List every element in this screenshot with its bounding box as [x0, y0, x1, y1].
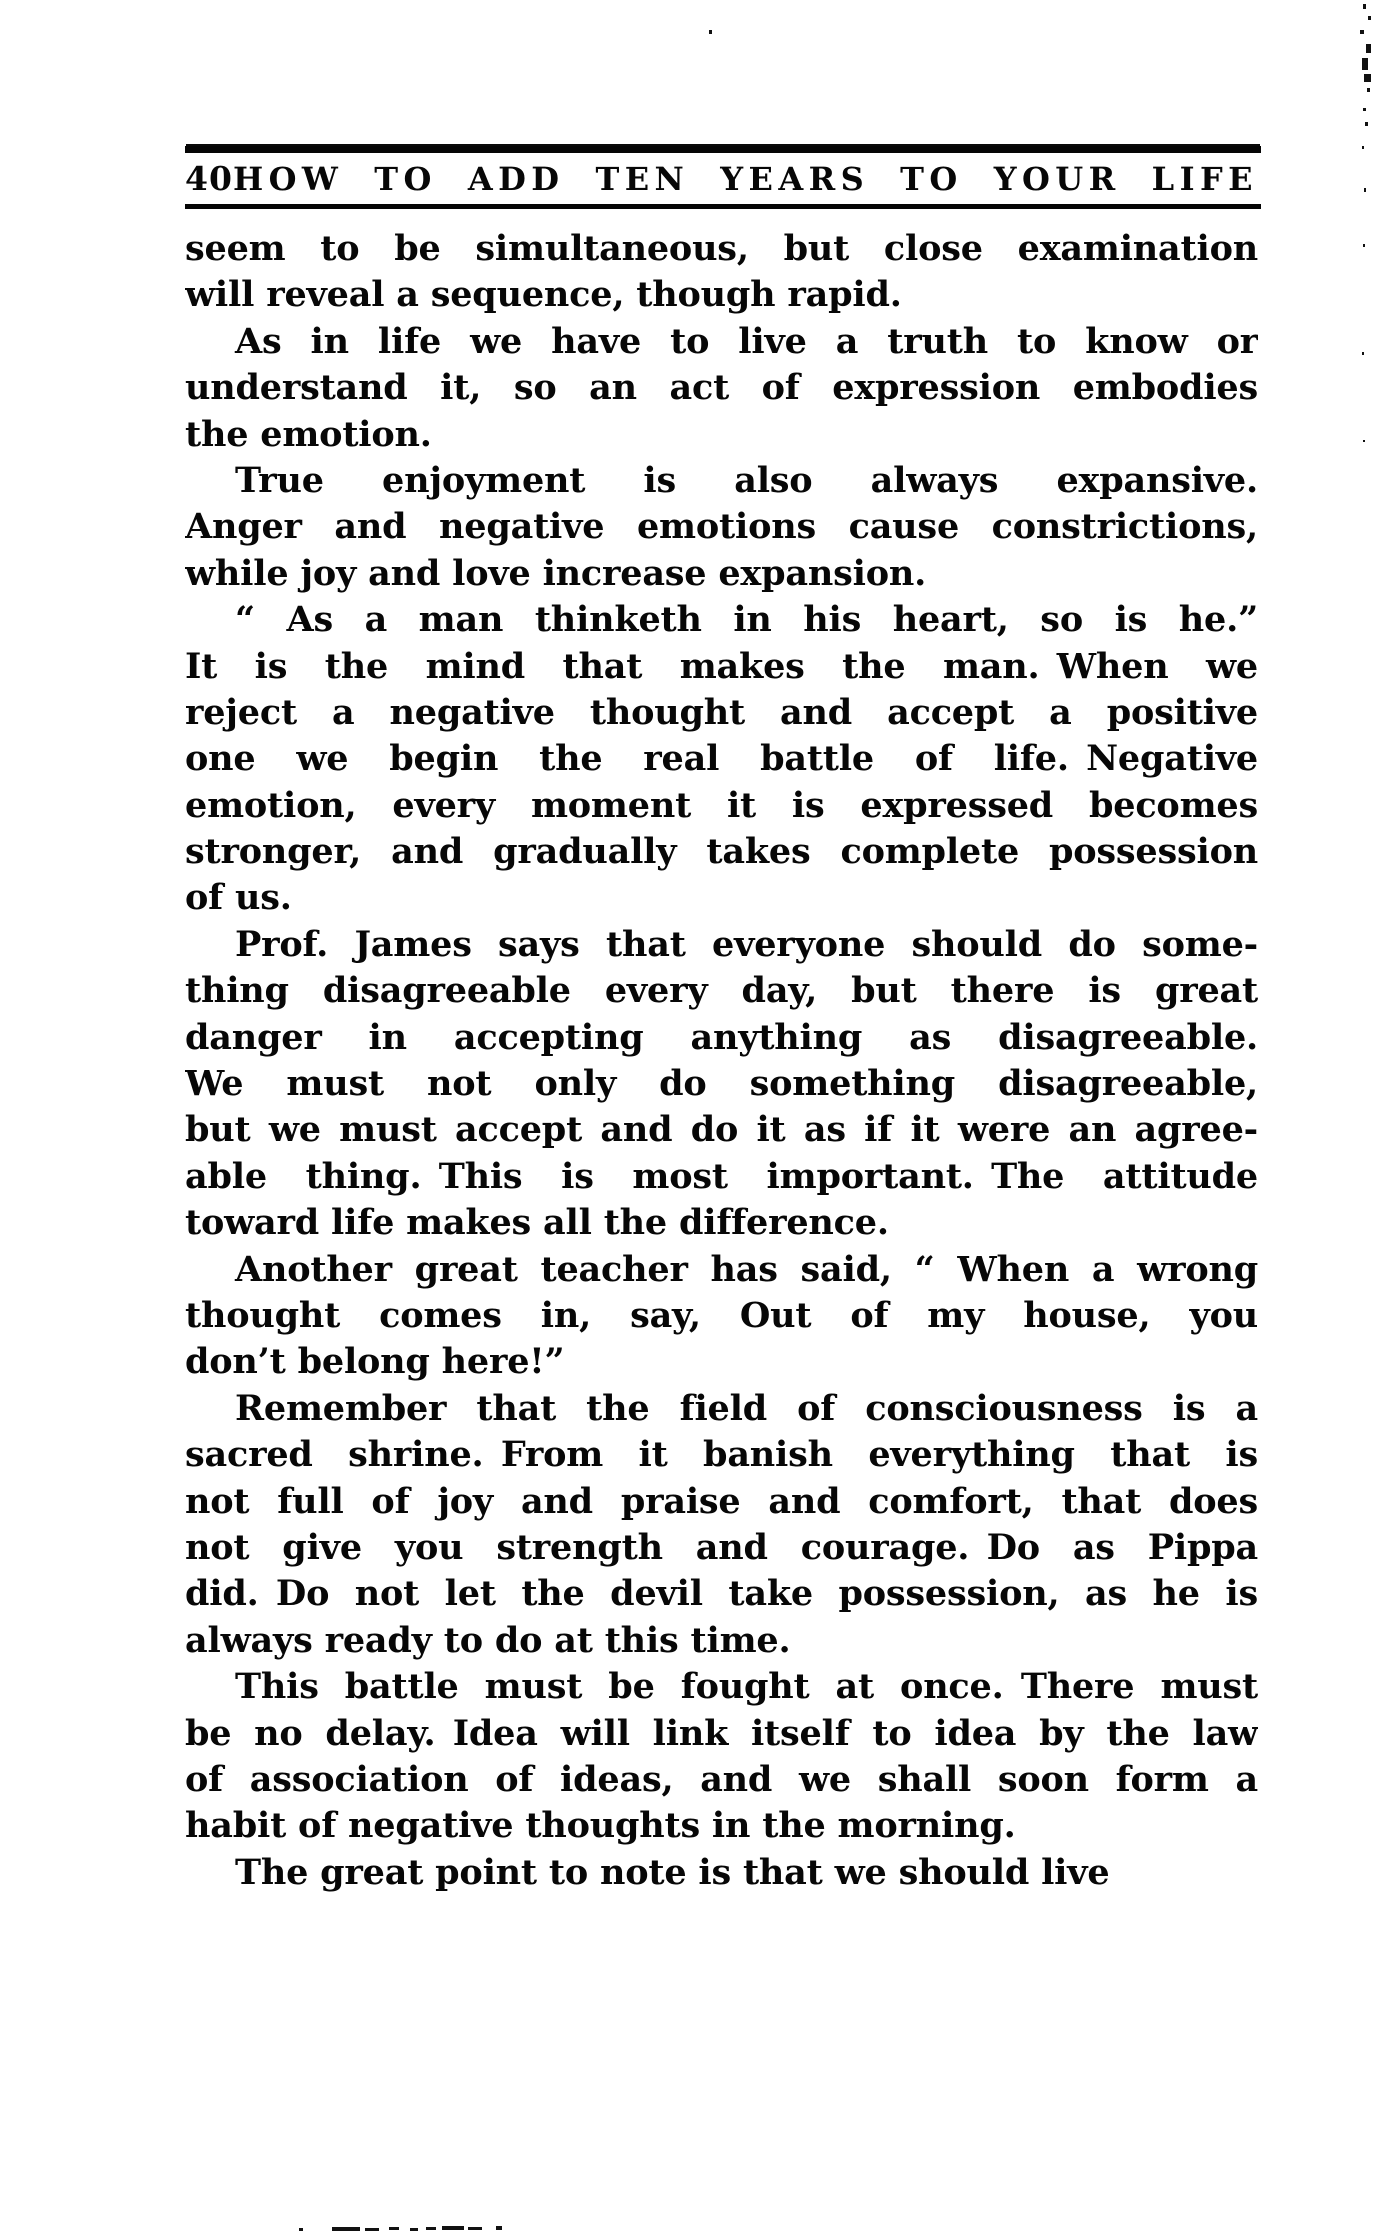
header-rule-bottom	[185, 204, 1261, 209]
scan-dash	[442, 2226, 464, 2230]
scan-speck	[1363, 244, 1365, 247]
text-line: be no delay. Idea will link itself to idea by the law	[185, 1712, 1258, 1754]
scan-dash	[426, 2227, 436, 2230]
text-line: while joy and love increase expansion.	[185, 552, 927, 594]
text-line: one we begin the real battle of life. Negative	[185, 738, 1258, 780]
scan-dash	[389, 2227, 399, 2230]
text-line: Prof. James says that everyone should do some-	[235, 923, 1258, 965]
text-line: habit of negative thoughts in the morning.	[185, 1805, 1016, 1847]
text-line: sacred shrine. From it banish everything that is	[185, 1434, 1258, 1476]
page-text	[185, 226, 1258, 1896]
scan-dash	[299, 2228, 303, 2231]
scan-speck	[1363, 108, 1366, 111]
scan-dash	[468, 2227, 482, 2230]
scan-speck	[1363, 440, 1365, 442]
scan-speck	[1362, 58, 1368, 70]
text-line: It is the mind that makes the man. When we	[185, 645, 1258, 687]
scan-speck	[1362, 146, 1364, 149]
text-line: able thing. This is most important. The attitude	[185, 1155, 1258, 1197]
text-line: not give you strength and courage. Do as Pippa	[185, 1526, 1258, 1568]
text-line: did. Do not let the devil take possession, as he is	[185, 1573, 1258, 1615]
text-line: thing disagreeable every day, but there is great	[185, 970, 1258, 1012]
scan-dash	[365, 2228, 379, 2231]
scan-speck	[1367, 88, 1370, 92]
text-line: danger in accepting anything as disagreeable.	[185, 1016, 1258, 1058]
scan-speck	[1360, 30, 1364, 34]
scan-speck	[1365, 122, 1368, 126]
text-line: thought comes in, say, Out of my house, you	[185, 1294, 1258, 1336]
text-line: As in life we have to live a truth to know or	[235, 320, 1258, 362]
text-line: stronger, and gradually takes complete possession	[185, 831, 1258, 873]
text-line: Remember that the field of consciousness is a	[235, 1387, 1258, 1429]
scan-speck	[709, 30, 712, 34]
text-line: not full of joy and praise and comfort, that does	[185, 1480, 1258, 1522]
text-line: the emotion.	[185, 413, 432, 455]
text-line: of us.	[185, 877, 292, 919]
text-line: don’t belong here!”	[185, 1341, 565, 1383]
text-line: toward life makes all the difference.	[185, 1202, 889, 1244]
header-rule-top	[185, 146, 1261, 153]
header-line	[185, 153, 1261, 204]
text-line: The great point to note is that we should live	[235, 1851, 1110, 1893]
text-line: reject a negative thought and accept a positive	[185, 691, 1258, 733]
text-line: Another great teacher has said, “ When a wrong	[235, 1248, 1258, 1290]
scan-speck	[1362, 352, 1364, 355]
scan-speck	[1364, 74, 1371, 82]
text-line: “ As a man thinketh in his heart, so is he.”	[235, 599, 1258, 641]
text-line: of association of ideas, and we shall soon form a	[185, 1758, 1258, 1800]
text-line: Anger and negative emotions cause constrictions,	[185, 506, 1258, 548]
text-line: always ready to do at this time.	[185, 1619, 791, 1661]
scan-speck	[1366, 44, 1371, 53]
page-number: 40	[185, 159, 233, 198]
scan-speck	[1363, 4, 1366, 9]
scan-speck	[1368, 16, 1371, 20]
text-line: understand it, so an act of expression embodies	[185, 367, 1258, 409]
text-line: True enjoyment is also always expansive.	[235, 459, 1258, 501]
running-title: HOW TO ADD TEN YEARS TO YOUR LIFE	[232, 160, 1259, 198]
scan-dash	[410, 2228, 418, 2231]
text-line: seem to be simultaneous, but close examination	[185, 228, 1258, 269]
text-line: but we must accept and do it as if it were an agree-	[185, 1109, 1258, 1151]
text-line: will reveal a sequence, though rapid.	[185, 274, 902, 316]
text-line: emotion, every moment it is expressed becomes	[185, 784, 1258, 826]
scan-dash	[496, 2226, 502, 2230]
text-line: This battle must be fought at once. There must	[235, 1666, 1258, 1708]
scan-dash	[332, 2227, 360, 2231]
scan-speck	[1364, 188, 1366, 192]
text-line: We must not only do something disagreeable,	[185, 1063, 1258, 1105]
page-header	[185, 146, 1261, 209]
